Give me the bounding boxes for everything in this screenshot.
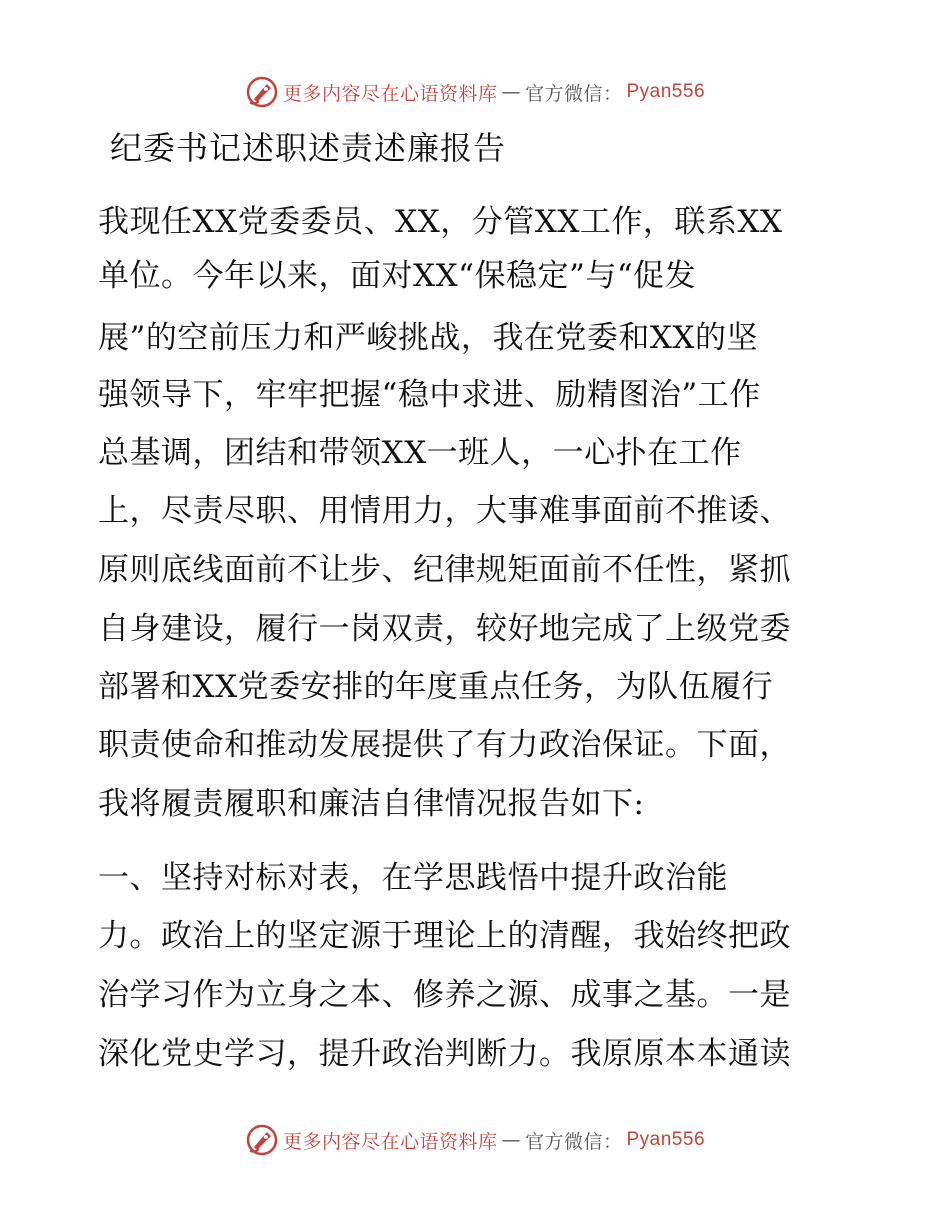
body-line: 我现任XX党委委员、XX，分管XX工作，联系XX — [98, 204, 783, 240]
body-line: 总基调，团结和带领XX一班人，一心扑在工作 — [98, 435, 742, 471]
body-line: 上，尽责尽职、用情用力，大事难事面前不推诿、 — [98, 493, 791, 529]
banner-wechat-label: 官方微信： — [524, 82, 623, 105]
pen-nib-logo-icon — [245, 1123, 279, 1157]
section-heading-line: 一、坚持对标对表，在学思践悟中提升政治能 — [98, 860, 728, 896]
document-title: 纪委书记述职述责述廉报告 — [110, 129, 507, 167]
body-line: 治学习作为立身之本、修养之源、成事之基。一是 — [98, 977, 791, 1013]
body-line: 部署和XX党委安排的年度重点任务，为队伍履行 — [98, 669, 774, 705]
header-banner — [0, 72, 950, 112]
body-line: 自身建设，履行一岗双责，较好地完成了上级党委 — [98, 611, 791, 647]
body-line: 展”的空前压力和严峻挑战，我在党委和XX的坚 — [98, 320, 758, 356]
body-line: 职责使命和推动发展提供了有力政治保证。下面， — [98, 727, 791, 763]
banner-dash: — — [501, 1129, 521, 1151]
body-line: 单位。今年以来，面对XX“保稳定”与“促发 — [98, 258, 697, 294]
body-line: 强领导下，牢牢把握“稳中求进、励精图治”工作 — [98, 377, 761, 413]
banner-text: 更多内容尽在心语资料库 — [282, 1130, 498, 1153]
banner-wechat-id: Pyan556 — [626, 1129, 706, 1150]
banner-dash: — — [501, 81, 521, 103]
body-line: 深化党史学习，提升政治判断力。我原原本本通读 — [98, 1036, 791, 1072]
footer-banner — [0, 1120, 950, 1160]
body-line: 原则底线面前不让步、纪律规矩面前不任性，紧抓 — [98, 552, 791, 588]
body-line: 力。政治上的坚定源于理论上的清醒，我始终把政 — [98, 918, 791, 954]
banner-text: 更多内容尽在心语资料库 — [282, 82, 498, 105]
pen-nib-logo-icon — [245, 75, 279, 109]
body-line: 我将履责履职和廉洁自律情况报告如下: — [98, 786, 645, 822]
banner-wechat-label: 官方微信： — [524, 1130, 623, 1153]
banner-wechat-id: Pyan556 — [626, 81, 706, 102]
